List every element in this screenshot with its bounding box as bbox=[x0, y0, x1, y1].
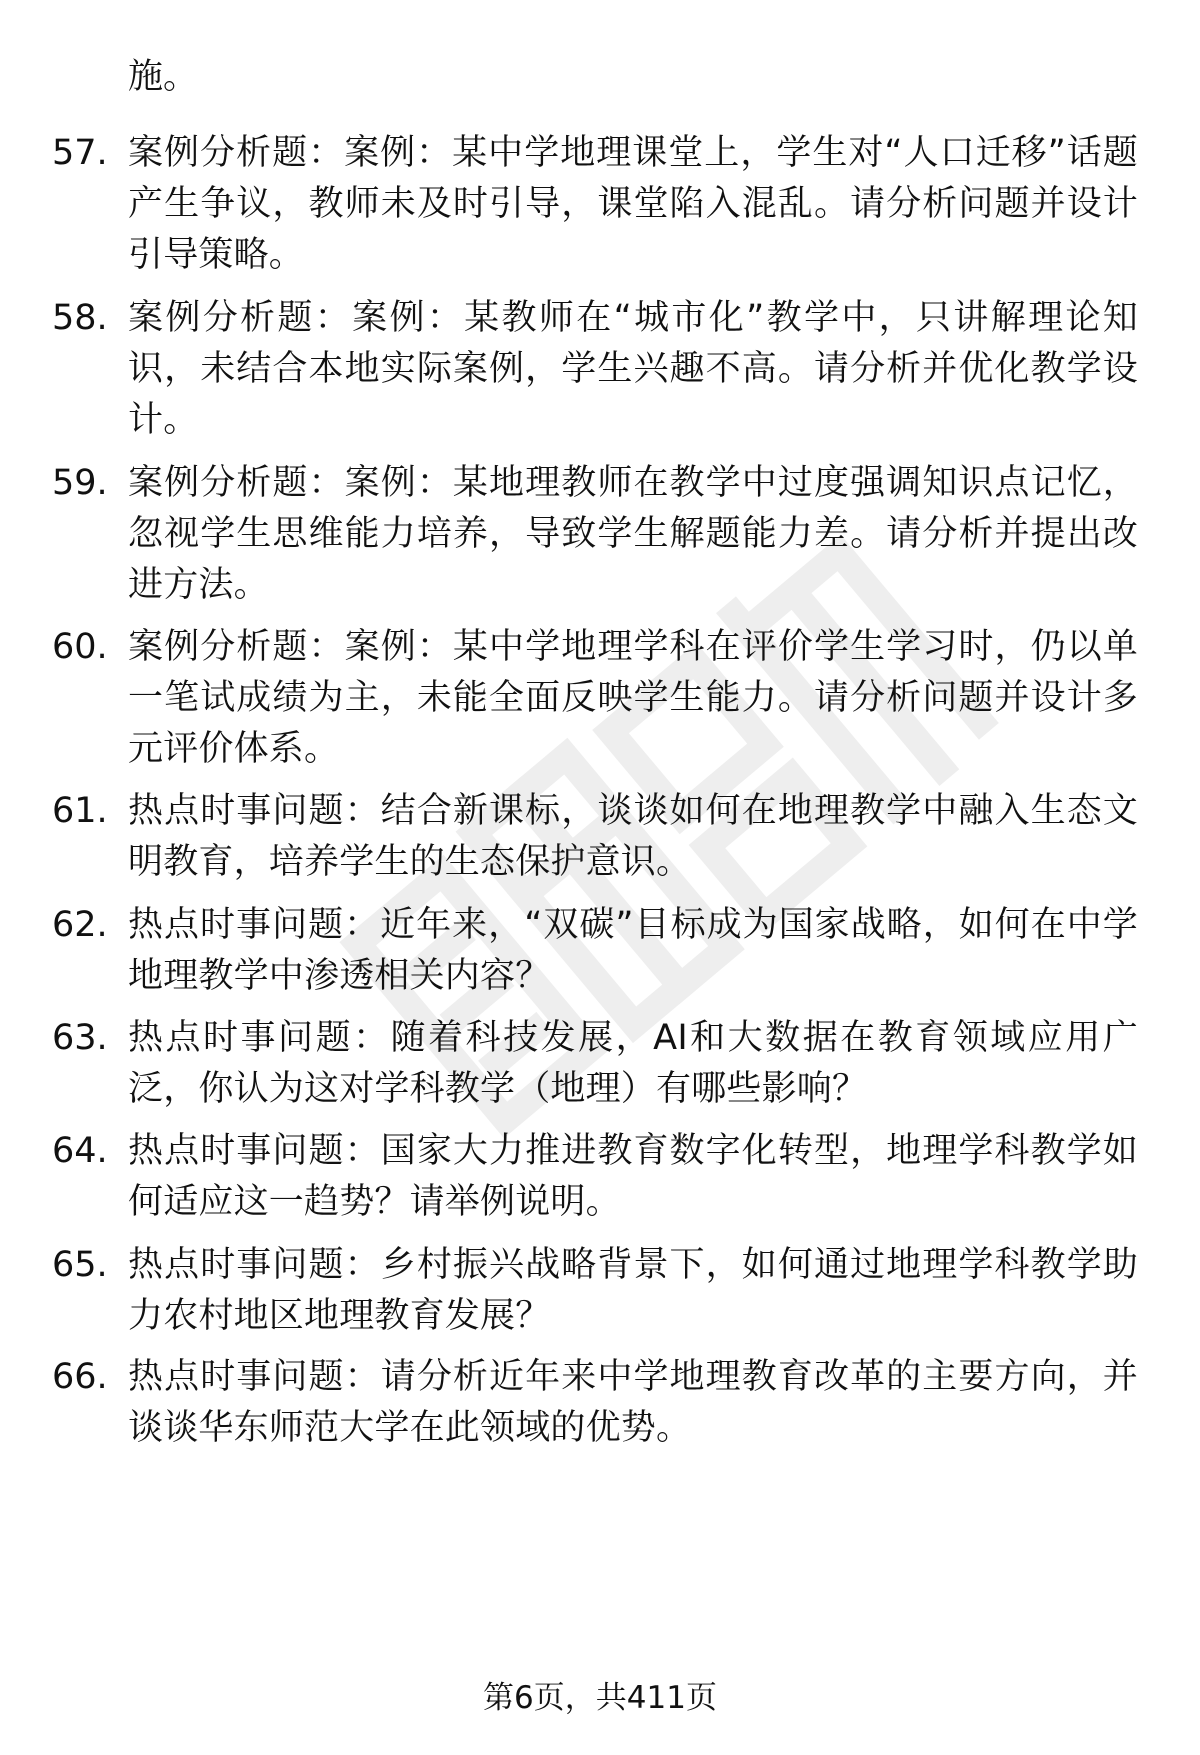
question-number: 64. bbox=[52, 1131, 108, 1171]
continued-text: 施。 bbox=[128, 57, 199, 97]
question-text: 案例分析题：案例：某中学地理学科在评价学生学习时，仍以单一笔试成绩为主，未能全面反映学生能力。请分析问题并设计多元评价体系。 bbox=[128, 627, 1138, 769]
question-number: 59. bbox=[52, 463, 108, 503]
question-text: 热点时事问题：请分析近年来中学地理教育改革的主要方向，并谈谈华东师范大学在此领域的优势。 bbox=[128, 1357, 1138, 1448]
question-text: 案例分析题：案例：某地理教师在教学中过度强调知识点记忆，忽视学生思维能力培养，导致学生解题能力差。请分析并提出改进方法。 bbox=[128, 463, 1138, 605]
question-number: 60. bbox=[52, 627, 108, 667]
question-number: 57. bbox=[52, 133, 108, 173]
question-text: 案例分析题：案例：某中学地理课堂上，学生对“人口迁移”话题产生争议，教师未及时引导，课堂陷入混乱。请分析问题并设计引导策略。 bbox=[128, 133, 1138, 275]
question-text: 热点时事问题：国家大力推进教育数字化转型，地理学科教学如何适应这一趋势？请举例说明。 bbox=[128, 1131, 1138, 1222]
question-text: 热点时事问题：近年来，“双碳”目标成为国家战略，如何在中学地理教学中渗透相关内容？ bbox=[128, 905, 1138, 996]
question-text: 热点时事问题：乡村振兴战略背景下，如何通过地理学科教学助力农村地区地理教育发展？ bbox=[128, 1245, 1138, 1336]
question-number: 66. bbox=[52, 1357, 108, 1397]
question-number: 65. bbox=[52, 1245, 108, 1285]
question-number: 58. bbox=[52, 298, 108, 338]
question-text: 热点时事问题：随着科技发展，AI和大数据在教育领域应用广泛，你认为这对学科教学（地理）有哪些影响？ bbox=[128, 1018, 1138, 1109]
question-number: 63. bbox=[52, 1018, 108, 1058]
question-number: 62. bbox=[52, 905, 108, 945]
question-text: 案例分析题：案例：某教师在“城市化”教学中，只讲解理论知识，未结合本地实际案例，学生兴趣不高。请分析并优化教学设计。 bbox=[128, 298, 1138, 440]
question-number: 61. bbox=[52, 791, 108, 831]
question-text: 热点时事问题：结合新课标，谈谈如何在地理教学中融入生态文明教育，培养学生的生态保护意识。 bbox=[128, 791, 1138, 882]
page-number-footer: 第6页，共411页 bbox=[483, 1680, 717, 1716]
